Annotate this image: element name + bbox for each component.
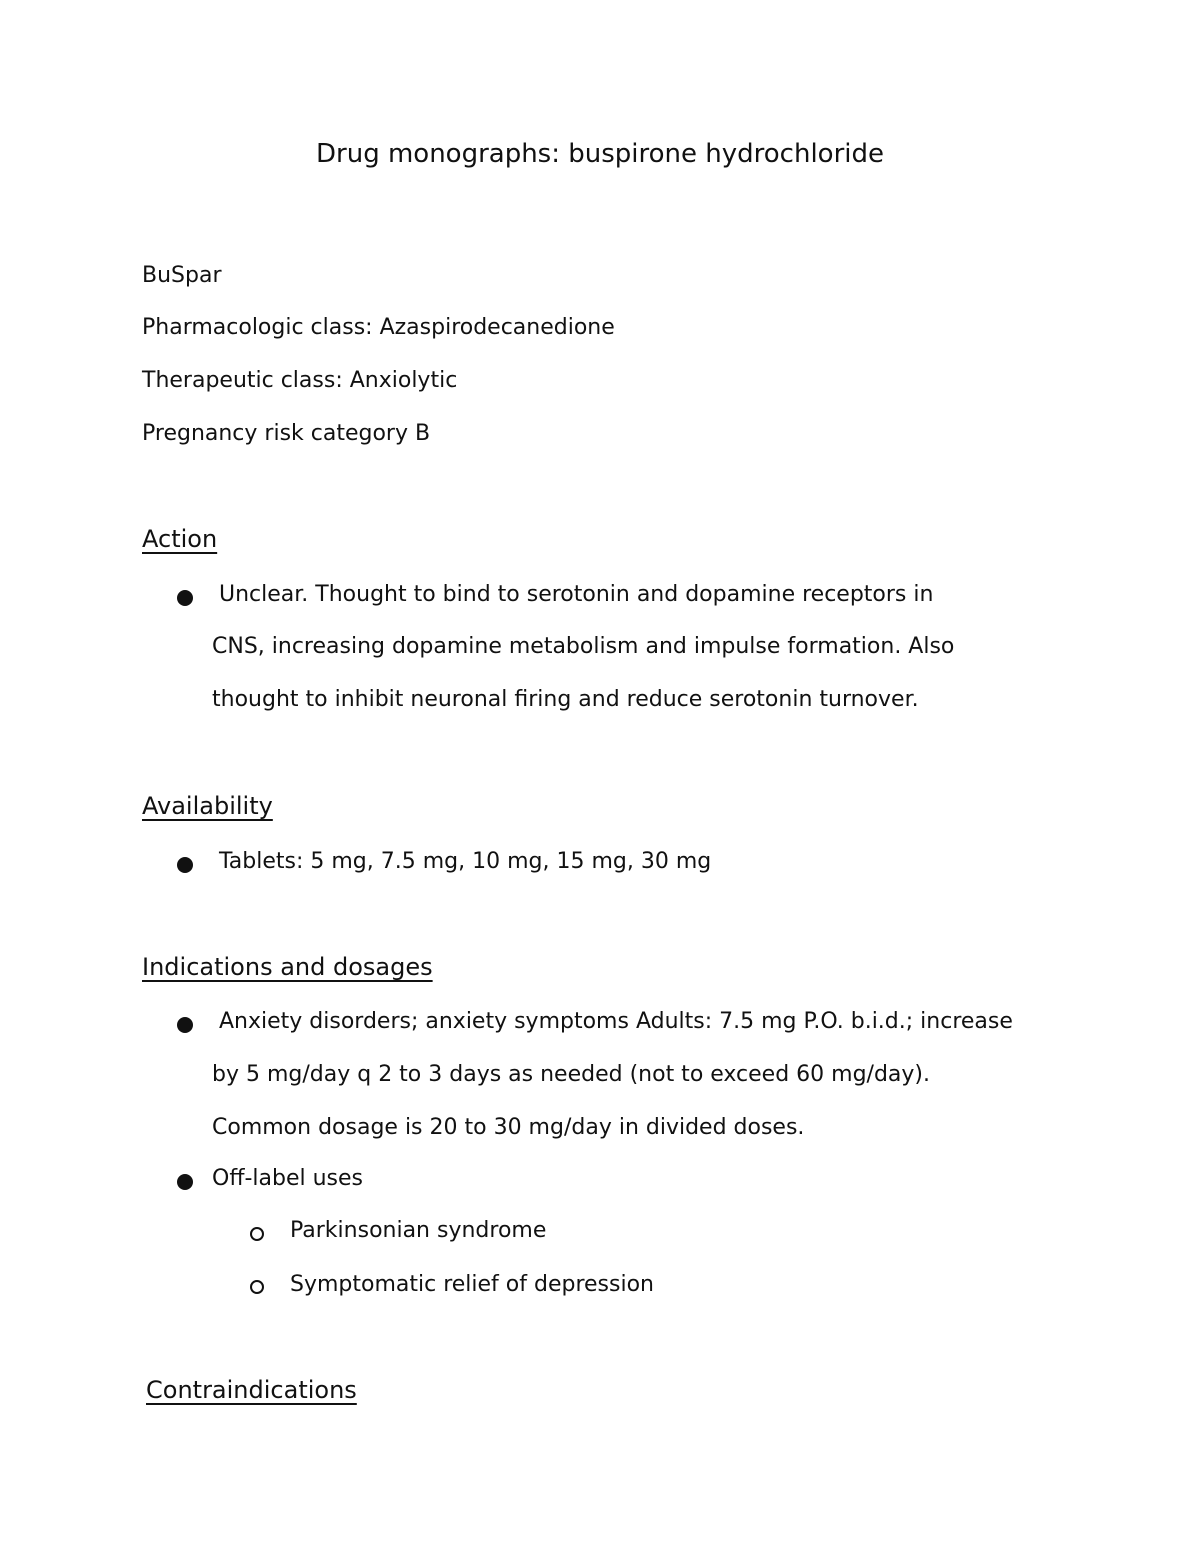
section-heading-contraindications: Contraindications [146,1376,357,1404]
section-heading-availability: Availability [142,792,273,820]
action-line-3: thought to inhibit neuronal firing and reduce serotonin turnover. [212,687,919,712]
off-label-uses: Off-label uses [212,1166,364,1191]
therapeutic-class: Therapeutic class: Anxiolytic [142,368,458,393]
section-heading-indications: Indications and dosages [142,953,433,981]
availability-line: Tablets: 5 mg, 7.5 mg, 10 mg, 15 mg, 30 mg [219,849,712,874]
brand-name: BuSpar [142,263,222,288]
sub-item-parkinsonian: Parkinsonian syndrome [290,1218,547,1243]
section-heading-action: Action [142,525,218,553]
indications-line-2: by 5 mg/day q 2 to 3 days as needed (not to exceed 60 mg/day). [212,1062,931,1087]
sub-item-depression: Symptomatic relief of depression [290,1272,654,1297]
pregnancy-risk: Pregnancy risk category B [142,421,431,446]
bullet-icon [177,1017,193,1033]
bullet-icon [177,590,193,606]
bullet-icon [177,857,193,873]
pharmacologic-class: Pharmacologic class: Azaspirodecanedione [142,315,615,340]
action-line-2: CNS, increasing dopamine metabolism and impulse formation. Also [212,634,955,659]
bullet-icon [177,1174,193,1190]
indications-line-1: Anxiety disorders; anxiety symptoms Adults: 7.5 mg P.O. b.i.d.; increase [219,1009,1013,1034]
hollow-bullet-icon [250,1227,264,1241]
indications-line-3: Common dosage is 20 to 30 mg/day in divided doses. [212,1115,805,1140]
action-line-1: Unclear. Thought to bind to serotonin and dopamine receptors in [219,582,934,607]
hollow-bullet-icon [250,1280,264,1294]
document-title: Drug monographs: buspirone hydrochloride [316,139,884,169]
